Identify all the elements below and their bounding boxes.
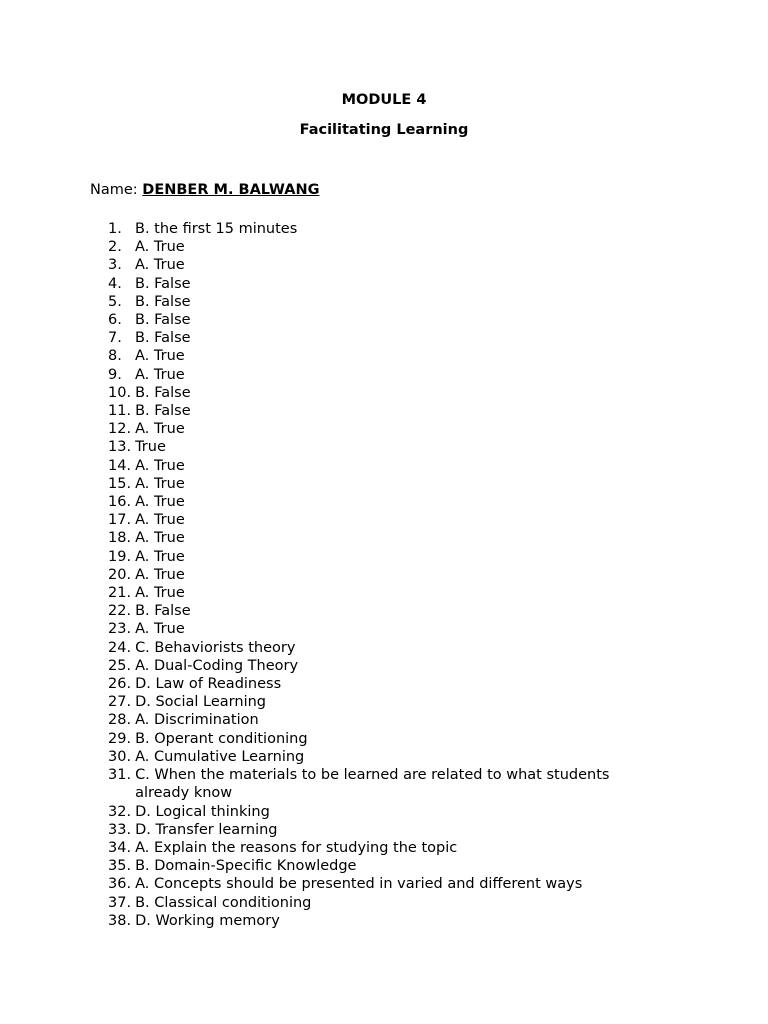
answer-item: [108, 766, 668, 802]
answer-item: [108, 311, 668, 329]
answer-text: B. False: [135, 275, 191, 292]
answer-number: 24.: [108, 639, 132, 656]
answer-item: [108, 894, 668, 912]
answer-item: [108, 675, 668, 693]
answer-item: [108, 548, 668, 566]
answer-number: 18.: [108, 530, 132, 547]
answer-item: [108, 748, 668, 766]
answer-text: A. True: [135, 348, 185, 365]
answer-item: [108, 821, 668, 839]
answer-item: [108, 602, 668, 620]
name-line: [90, 182, 320, 198]
answer-number: 8.: [108, 348, 122, 365]
answer-number: 1.: [108, 221, 122, 237]
answer-text: A. True: [135, 512, 185, 529]
answer-item: [108, 347, 668, 365]
answer-number: 9.: [108, 366, 122, 383]
answer-number: 33.: [108, 821, 132, 838]
answer-text: A. Concepts should be presented in varied and different ways: [135, 876, 583, 893]
answer-text: B. False: [135, 293, 191, 310]
answer-text: A. True: [135, 421, 185, 438]
answer-item: [108, 511, 668, 529]
answer-text: A. Dual-Coding Theory: [135, 657, 299, 674]
answer-text: A. True: [135, 257, 185, 274]
answer-text: A. True: [135, 585, 185, 602]
answer-number: 14.: [108, 457, 132, 474]
answer-text: C. When the materials to be learned are related to what students already know: [135, 767, 610, 802]
answer-text: A. True: [135, 548, 185, 565]
answer-item: [108, 475, 668, 493]
answer-number: 16.: [108, 494, 132, 511]
answer-text: A. True: [135, 475, 185, 492]
answer-number: 27.: [108, 694, 132, 711]
answer-item: [108, 256, 668, 274]
answer-text: D. Social Learning: [135, 694, 266, 711]
answer-text: B. False: [135, 603, 191, 620]
answer-item: [108, 839, 668, 857]
answer-number: 5.: [108, 293, 122, 310]
answer-number: 3.: [108, 257, 122, 274]
answer-number: 38.: [108, 912, 132, 929]
answer-text: A. True: [135, 239, 185, 256]
answer-item: [108, 584, 668, 602]
answer-list: [108, 220, 668, 930]
answer-item: [108, 493, 668, 511]
answer-item: [108, 238, 668, 256]
answer-item: [108, 384, 668, 402]
answer-item: [108, 912, 668, 930]
answer-item: [108, 457, 668, 475]
answer-item: [108, 730, 668, 748]
answer-number: 10.: [108, 384, 132, 401]
answer-text: C. Behaviorists theory: [135, 639, 296, 656]
answer-item: [108, 275, 668, 293]
answer-number: 7.: [108, 330, 122, 347]
answer-item: [108, 711, 668, 729]
answer-item: [108, 857, 668, 875]
answer-number: 13.: [108, 439, 132, 456]
answer-number: 19.: [108, 548, 132, 565]
answer-number: 25.: [108, 657, 132, 674]
answer-number: 23.: [108, 621, 132, 638]
answer-number: 4.: [108, 275, 122, 292]
answer-text: A. True: [135, 366, 185, 383]
answer-text: D. Law of Readiness: [135, 676, 282, 693]
answer-text: D. Transfer learning: [135, 821, 278, 838]
answer-number: 32.: [108, 803, 132, 820]
answer-text: B. False: [135, 312, 191, 329]
answer-item: [108, 657, 668, 675]
answer-text: A. True: [135, 457, 185, 474]
answer-number: 29.: [108, 730, 132, 747]
answer-item: [108, 366, 668, 384]
name-label: Name:: [90, 182, 138, 198]
answer-number: 21.: [108, 585, 132, 602]
answer-number: 11.: [108, 403, 132, 420]
answer-text: A. True: [135, 494, 185, 511]
answer-item: [108, 875, 668, 893]
answer-item: [108, 438, 668, 456]
answer-text: B. False: [135, 330, 191, 347]
answer-item: [108, 639, 668, 657]
answer-number: 6.: [108, 312, 122, 329]
answer-text: True: [135, 439, 166, 456]
answer-item: [108, 293, 668, 311]
answer-number: 22.: [108, 603, 132, 620]
answer-number: 35.: [108, 858, 132, 875]
answer-text: D. Logical thinking: [135, 803, 270, 820]
answer-text: B. Classical conditioning: [135, 894, 312, 911]
answer-item: [108, 566, 668, 584]
answer-text: B. False: [135, 403, 191, 420]
answer-text: A. True: [135, 566, 185, 583]
answer-text: B. False: [135, 384, 191, 401]
answer-item: [108, 803, 668, 821]
answer-text: B. Operant conditioning: [135, 730, 308, 747]
answer-number: 17.: [108, 512, 132, 529]
answer-number: 15.: [108, 475, 132, 492]
answer-number: 26.: [108, 676, 132, 693]
answer-number: 36.: [108, 876, 132, 893]
page-subtitle: Facilitating Learning: [299, 122, 469, 138]
answer-text: A. True: [135, 530, 185, 547]
answer-text: D. Working memory: [135, 912, 280, 929]
answer-item: [108, 620, 668, 638]
answer-number: 37.: [108, 894, 132, 911]
answer-text: A. Explain the reasons for studying the topic: [135, 839, 458, 856]
answer-item: [108, 693, 668, 711]
answer-number: 2.: [108, 239, 122, 256]
answer-number: 20.: [108, 566, 132, 583]
answer-number: 30.: [108, 748, 132, 765]
answer-number: 12.: [108, 421, 132, 438]
answer-number: 28.: [108, 712, 132, 729]
answer-number: 31.: [108, 767, 132, 784]
answer-text: B. the first 15 minutes: [135, 221, 298, 237]
answer-text: A. True: [135, 621, 185, 638]
answer-text: B. Domain-Specific Knowledge: [135, 858, 357, 875]
student-name: DENBER M. BALWANG: [142, 182, 320, 198]
answer-item: [108, 402, 668, 420]
answer-item: [108, 329, 668, 347]
answer-item: [108, 529, 668, 547]
answer-item: [108, 420, 668, 438]
answer-item: [108, 220, 668, 238]
answer-text: A. Discrimination: [135, 712, 259, 729]
answer-number: 34.: [108, 839, 132, 856]
module-title: MODULE 4: [341, 92, 427, 108]
answer-text: A. Cumulative Learning: [135, 748, 305, 765]
